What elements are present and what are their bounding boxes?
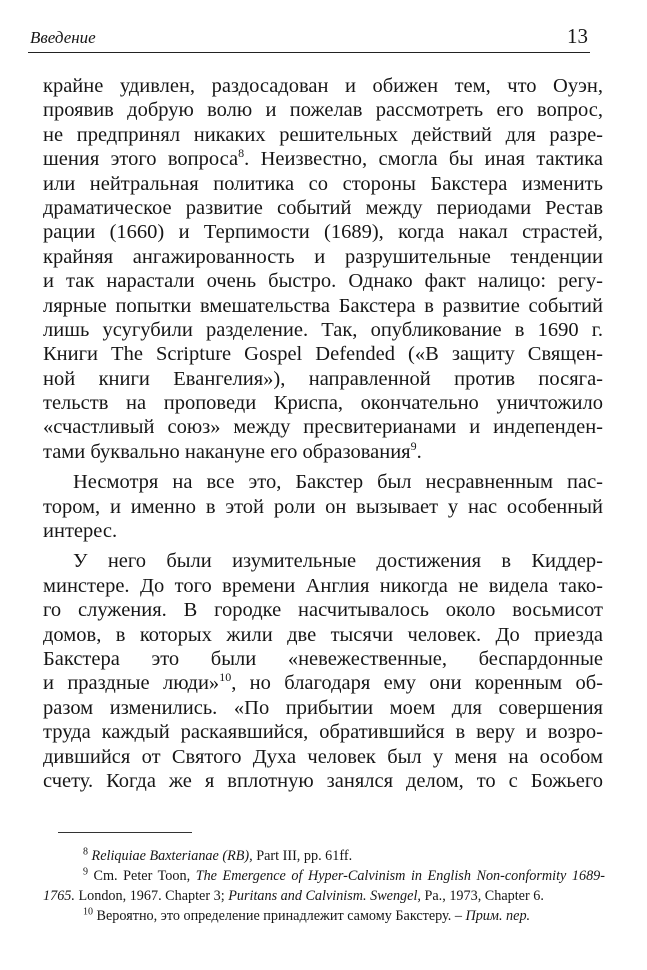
footnote-ref-10: 10 [219, 671, 232, 685]
text-line: лишь усугубили разделение. Так, опубликование в 1690 г. [43, 318, 603, 341]
footnotes [43, 846, 605, 926]
footnote-ref-8: 8 [238, 147, 245, 161]
footnote-divider [58, 832, 192, 833]
section-title: Введение [30, 28, 96, 47]
text-segment: и праздные люди» [43, 672, 220, 695]
text-line: крайняя ангажированность и разрушительные тенденции [43, 245, 603, 268]
text-line: го служения. В городке насчитывалось около восьмисот [43, 599, 603, 622]
text-line: рации (1660) и Терпимости (1689), когда накал страстей, [43, 221, 603, 244]
footnote-number: 10 [83, 906, 93, 918]
footnote-9-cont [43, 886, 605, 906]
text-line: минстере. До того времени Англия никогда не видела тако- [43, 574, 603, 597]
footnote-text: Part III, pp. 61ff. [252, 848, 353, 864]
text-line: драматическое развитие событий между периодами Рестав [43, 196, 603, 219]
footnote-text: London, 1967. Chapter 3; [74, 888, 229, 904]
text-line: дившийся от Святого Духа человек был у меня на особом [43, 745, 603, 768]
text-line [43, 440, 603, 464]
text-line: Бакстера это были «невежественные, беспардонные [43, 647, 603, 670]
text-line: лярные попытки вмешательства Бакстера в развитие событий [43, 294, 603, 317]
text-line: тельств на проповеди Криспа, окончательно уничтожило [43, 392, 603, 415]
text-segment: тами буквально накануне его образования [43, 440, 411, 463]
text-line: труда каждый раскаявшийся, обратившийся в веру и возро- [43, 721, 603, 744]
footnote-8 [43, 846, 605, 866]
text-line: не предпринял никаких решительных действий для разре- [43, 123, 603, 146]
page-number: 13 [567, 24, 588, 48]
footnote-title: 1765. [43, 888, 75, 904]
text-line: и так нарастали очень быстро. Однако факт налицо: регу- [43, 270, 603, 293]
footnote-title: The Emergence of Hyper-Calvinism in English Non-conformity 1689- [195, 868, 605, 884]
text-line: проявив добрую волю и пожелав рассмотреть его вопрос, [43, 99, 603, 122]
text-line: «счастливый союз» между пресвитерианами и индепенден- [43, 416, 603, 439]
text-line: У него были изумительные достижения в Киддер- [73, 550, 603, 573]
text-line: интерес. [43, 520, 118, 543]
text-segment: . [416, 440, 422, 463]
text-line: ной книги Евангелия»), направленной против посяга- [43, 367, 603, 390]
footnote-text: Pa., 1973, Chapter 6. [420, 888, 544, 904]
text-line: или нейтральная политика со стороны Бакстера изменить [43, 172, 603, 195]
text-line: разом изменились. «По прибытии моем для совершения [43, 696, 603, 719]
text-line [43, 671, 603, 695]
running-head [28, 22, 590, 53]
text-line: счету. Когда же я вплотную занялся делом, то с Божьего [43, 769, 603, 792]
translator-note: Прим. пер. [465, 908, 531, 924]
text-line: крайне удивлен, раздосадован и обижен тем, что Оуэн, [43, 75, 603, 97]
footnote-9 [43, 866, 605, 886]
text-line: Книги The Scripture Gospel Defended («В защиту Священ- [43, 343, 603, 366]
footnote-number: 8 [83, 846, 88, 858]
text-segment: шения этого вопроса [43, 148, 239, 171]
text-segment: . Неизвестно, смогла бы иная тактика [244, 148, 603, 171]
footnote-ref-9: 9 [410, 439, 417, 454]
body-text [43, 74, 603, 793]
footnote-number: 9 [83, 866, 88, 878]
footnote-text: Вероятно, это определение принадлежит самому Бакстеру. – [93, 908, 466, 924]
footnote-10 [43, 906, 605, 926]
text-segment: , но благодаря ему они коренным об- [231, 672, 603, 695]
text-line: домов, в которых жили две тысячи человек. До приезда [43, 623, 603, 646]
footnote-title: Puritans and Calvinism. Swengel, [228, 888, 421, 904]
text-line [43, 147, 603, 171]
text-line: тором, и именно в этой роли он вызывает у нас особенный [43, 495, 603, 518]
footnote-title: Reliquiae Baxterianae (RB), [91, 848, 253, 864]
footnote-text: Cm. Peter Toon, [88, 868, 196, 884]
text-line: Несмотря на все это, Бакстер был несравненным пас- [73, 471, 603, 494]
